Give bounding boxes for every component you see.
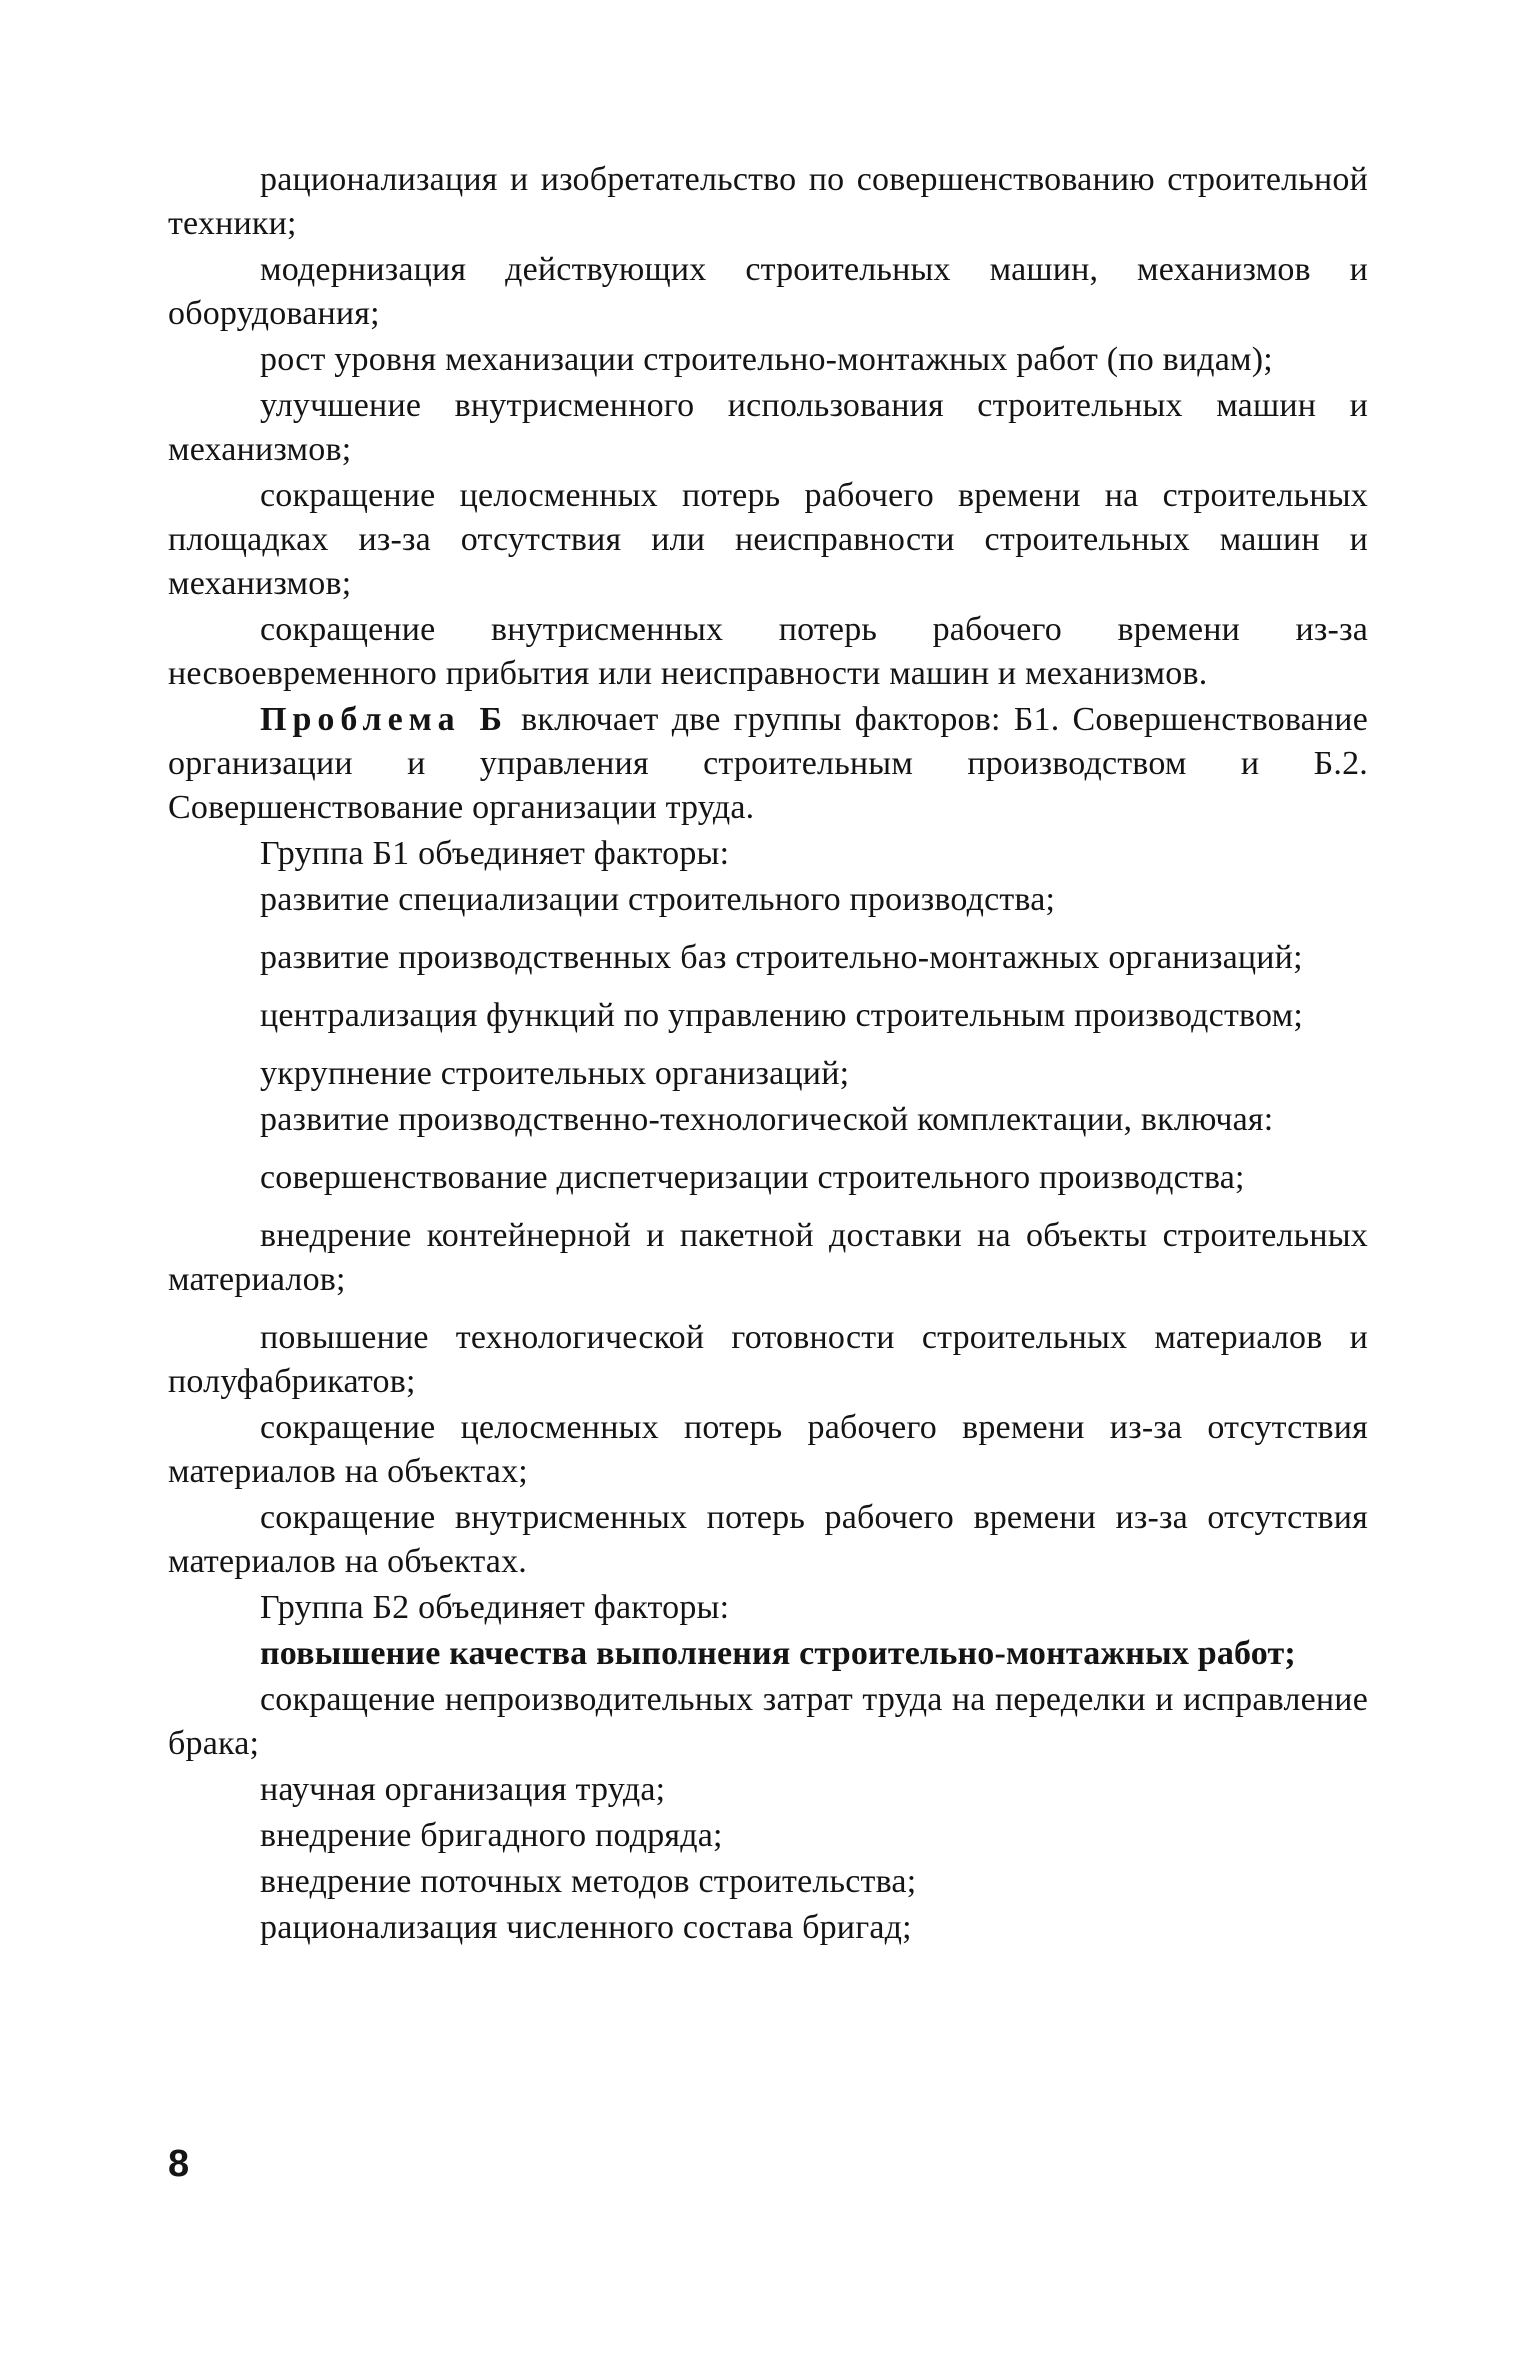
page-number: 8 [168, 2143, 190, 2185]
problem-b-label: Проблема Б [260, 701, 509, 738]
list-item: сокращение целосменных потерь рабочего времени из-за отсутствия материалов на объектах; [168, 1409, 1368, 1490]
list-item: развитие производственно-технологической комплектации, включая: [260, 1101, 1274, 1138]
paragraph: сокращение внутрисменных потерь рабочего времени из-за несвоевременного прибытия или неисправности машин и механизмов. [168, 611, 1368, 692]
list-item: развитие специализации строительного производства; [260, 881, 1056, 918]
list-item: повышение качества выполнения строительно-монтажных работ; [260, 1635, 1296, 1672]
list-item: развитие производственных баз строительно-монтажных организаций; [260, 939, 1303, 976]
problem-b-paragraph [168, 698, 1368, 830]
problem-b-text: включает две группы факторов: Б1. Совершенствование организации и управления строительным производством и Б.2. Совершенствование организации труда. [168, 701, 1368, 826]
list-item: рационализация численного состава бригад; [260, 1909, 912, 1946]
paragraph: рационализация и изобретательство по совершенствованию строительной техники; [168, 161, 1368, 242]
list-item: повышение технологической готовности строительных материалов и полуфабрикатов; [168, 1319, 1368, 1400]
list-item: сокращение непроизводительных затрат труда на переделки и исправление брака; [168, 1681, 1368, 1762]
body-text [168, 158, 1368, 1950]
list-item: совершенствование диспетчеризации строительного производства; [260, 1159, 1245, 1196]
list-item: внедрение поточных методов строительства; [260, 1863, 917, 1900]
group-b2-intro: Группа Б2 объединяет факторы: [260, 1589, 730, 1626]
list-item: сокращение внутрисменных потерь рабочего времени из-за отсутствия материалов на объектах. [168, 1499, 1368, 1580]
list-item: научная организация труда; [260, 1771, 666, 1808]
group-b1-intro: Группа Б1 объединяет факторы: [260, 835, 730, 872]
paragraph: модернизация действующих строительных машин, механизмов и оборудования; [168, 251, 1368, 332]
list-item: централизация функций по управлению строительным производством; [260, 997, 1303, 1034]
paragraph: сокращение целосменных потерь рабочего времени на строительных площадках из-за отсутствия или неисправности строительных машин и механизмов; [168, 477, 1368, 602]
list-item: внедрение контейнерной и пакетной доставки на объекты строительных материалов; [168, 1217, 1368, 1298]
list-item: внедрение бригадного подряда; [260, 1817, 723, 1854]
paragraph: рост уровня механизации строительно-монтажных работ (по видам); [260, 341, 1273, 378]
list-item: укрупнение строительных организаций; [260, 1055, 850, 1092]
paragraph: улучшение внутрисменного использования строительных машин и механизмов; [168, 387, 1368, 468]
